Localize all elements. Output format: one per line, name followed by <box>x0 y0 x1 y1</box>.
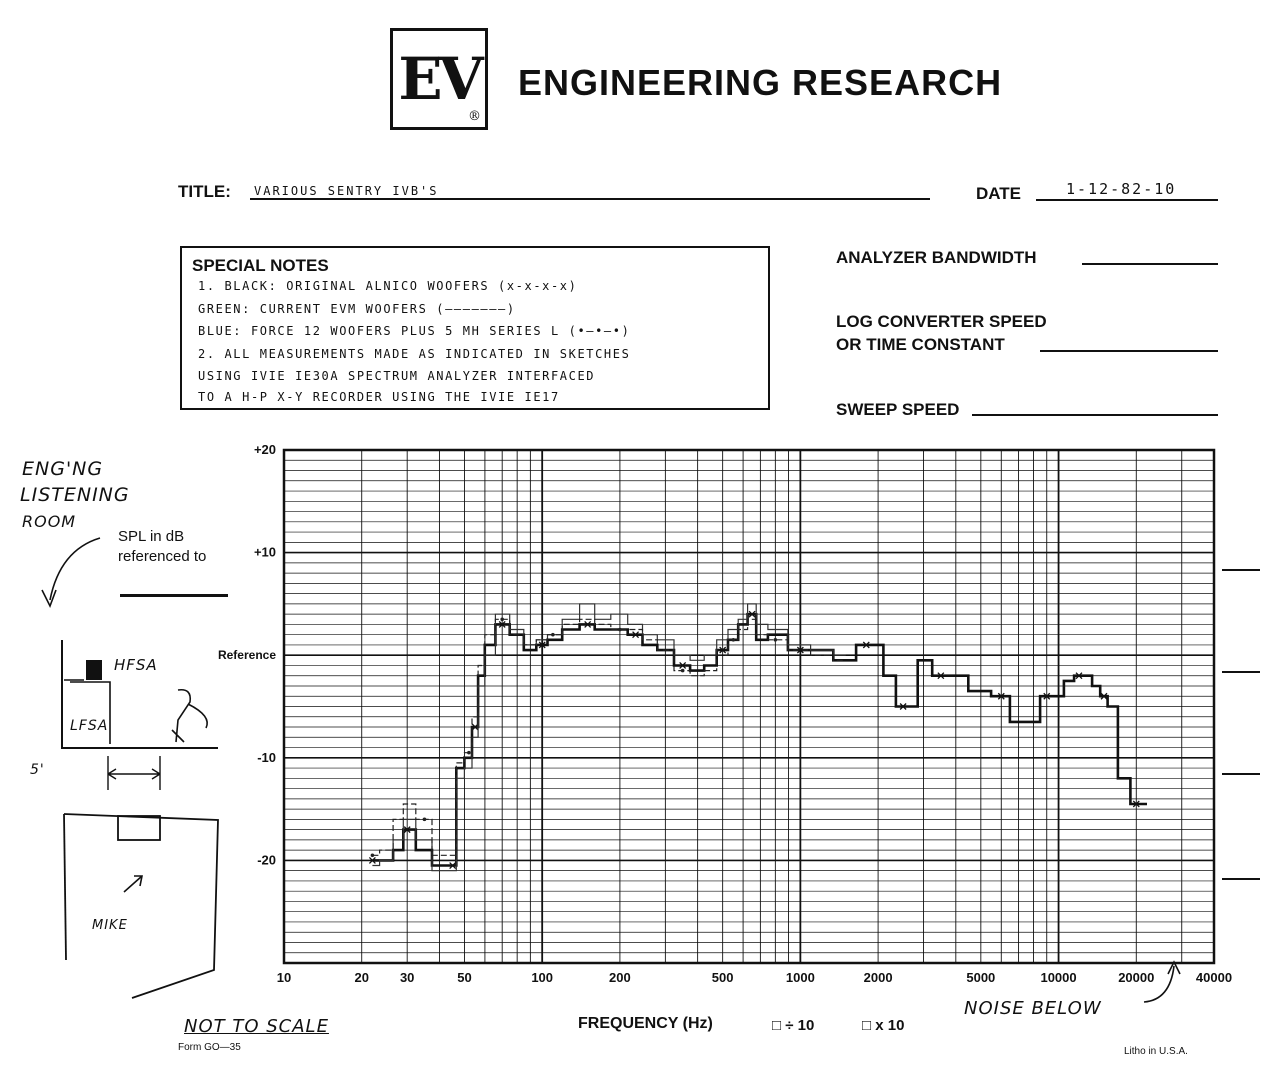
data-point <box>371 853 375 857</box>
log-converter-label-2: OR TIME CONSTANT <box>836 335 1005 354</box>
freq-option-1: □ ÷ 10 <box>772 1017 815 1034</box>
hfsa-label: HFSA <box>114 656 158 674</box>
note-line: BLUE: FORCE 12 WOOFERS PLUS 5 MH SERIES L (•—•—•) <box>198 324 631 338</box>
x-tick-label: 500 <box>711 970 734 985</box>
y-tick-label: +20 <box>253 442 276 457</box>
note-line: TO A H-P X-Y RECORDER USING THE IVIE IE17 <box>198 390 560 404</box>
data-point <box>500 617 504 621</box>
x-tick-labels <box>277 970 1232 985</box>
logo-text: EV <box>398 45 480 113</box>
page-title: ENGINEERING RESEARCH <box>518 62 1003 103</box>
y-axis-title-1: SPL in dB <box>118 528 185 545</box>
note-line: GREEN: CURRENT EVM WOOFERS (———————) <box>198 302 516 316</box>
room-label-1: ENG'NG <box>22 458 104 480</box>
data-point <box>774 638 778 642</box>
x-axis-title: FREQUENCY (Hz) <box>578 1015 713 1032</box>
x-tick-label: 5000 <box>966 970 996 985</box>
form-number: Form GO—35 <box>178 1042 241 1053</box>
note-line: USING IVIE IE30A SPECTRUM ANALYZER INTERFACED <box>198 369 596 383</box>
x-tick-label: 20000 <box>1118 970 1155 985</box>
log-converter-label-1: LOG CONVERTER SPEED <box>836 312 1047 331</box>
title-label: TITLE: <box>178 182 231 201</box>
y-tick-label: Reference <box>217 648 276 663</box>
y-tick-label: -20 <box>257 852 276 868</box>
x-tick-label: 30 <box>399 970 415 985</box>
distance-label: 5' <box>30 762 45 778</box>
data-point <box>551 633 555 637</box>
data-point <box>681 669 685 673</box>
data-point <box>467 751 471 755</box>
y-tick-label: +10 <box>253 544 276 560</box>
data-point <box>732 638 736 642</box>
date-label: DATE <box>976 184 1022 203</box>
date-value: 1-12-82-10 <box>1066 180 1177 198</box>
litho-note: Litho in U.S.A. <box>1124 1046 1188 1057</box>
note-line: 1. BLACK: ORIGINAL ALNICO WOOFERS (x-x-x-x) <box>198 279 578 293</box>
y-axis-title-2: referenced to <box>118 548 207 565</box>
special-notes-heading: SPECIAL NOTES <box>192 256 329 275</box>
x-tick-label: 10000 <box>1040 970 1077 985</box>
not-to-scale-note: NOT TO SCALE <box>184 1016 329 1037</box>
x-tick-label: 20 <box>354 970 369 985</box>
series-black-line <box>372 614 1147 865</box>
y-tick-label: -10 <box>257 749 276 765</box>
lfsa-label: LFSA <box>70 718 109 734</box>
sweep-speed-label: SWEEP SPEED <box>836 400 960 419</box>
data-point <box>423 818 427 822</box>
x-tick-label: 100 <box>531 970 554 985</box>
title-value: VARIOUS SENTRY IVB'S <box>254 184 439 198</box>
y-tick-labels <box>218 442 276 867</box>
mike-label: MIKE <box>92 918 128 933</box>
x-tick-label: 10 <box>276 970 292 985</box>
x-tick-label: 2000 <box>863 970 893 985</box>
freq-option-2: □ x 10 <box>862 1017 905 1034</box>
room-label-3: ROOM <box>22 512 77 531</box>
note-line: 2. ALL MEASUREMENTS MADE AS INDICATED IN SKETCHES <box>198 347 631 361</box>
x-tick-label: 200 <box>609 970 631 985</box>
room-label-2: LISTENING <box>20 484 130 506</box>
analyzer-bandwidth-label: ANALYZER BANDWIDTH <box>836 248 1037 267</box>
chart-grid-minor <box>284 450 1214 963</box>
x-tick-label: 40000 <box>1195 970 1233 985</box>
x-tick-label: 50 <box>457 970 472 985</box>
data-point <box>618 628 622 632</box>
registered-mark: ® <box>468 109 481 124</box>
x-tick-label: 1000 <box>785 970 815 985</box>
noise-below-note: NOISE BELOW <box>964 998 1102 1019</box>
